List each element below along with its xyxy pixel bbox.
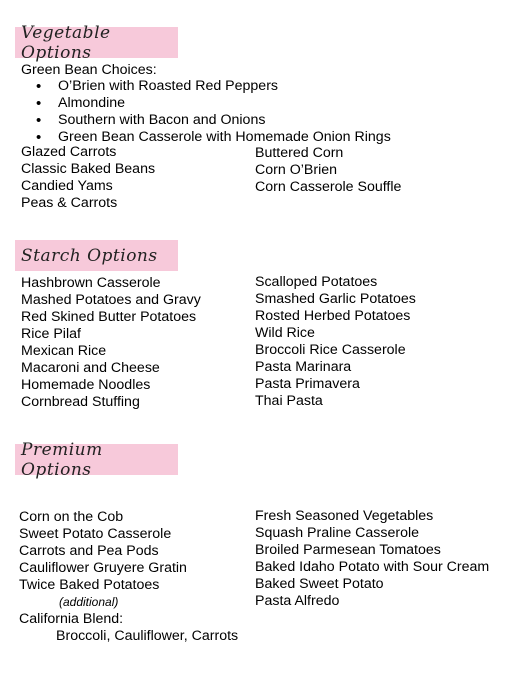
premium-options-title: Premium Options bbox=[21, 439, 103, 480]
list-item: • O’Brien with Roasted Red Peppers bbox=[36, 78, 391, 95]
list-item: Broiled Parmesean Tomatoes bbox=[255, 542, 441, 558]
premium-right-column bbox=[255, 508, 489, 610]
vegetable-options-banner bbox=[15, 22, 178, 63]
green-bean-heading: Green Bean Choices: bbox=[21, 62, 157, 78]
list-item: Pasta Alfredo bbox=[255, 593, 340, 609]
list-item: • Almondine bbox=[36, 95, 391, 112]
list-item: Carrots and Pea Pods bbox=[19, 543, 159, 559]
list-item: Hashbrown Casserole bbox=[21, 275, 161, 291]
list-item: • Southern with Bacon and Onions bbox=[36, 112, 391, 129]
list-item: • Green Bean Casserole with Homemade Onion Rings bbox=[36, 129, 391, 146]
list-item: Baked Idaho Potato with Sour Cream bbox=[255, 559, 490, 575]
list-item: Scalloped Potatoes bbox=[255, 274, 378, 290]
list-item: Sweet Potato Casserole bbox=[19, 526, 172, 542]
list-item: Peas & Carrots bbox=[21, 195, 118, 211]
starch-left-column bbox=[21, 275, 201, 411]
list-item: Red Skined Butter Potatoes bbox=[21, 309, 197, 325]
starch-right-column bbox=[255, 274, 416, 410]
vegetable-left-column bbox=[21, 144, 155, 212]
list-item: Buttered Corn bbox=[255, 145, 344, 161]
list-item: Corn Casserole Souffle bbox=[255, 179, 402, 195]
list-item: Rosted Herbed Potatoes bbox=[255, 308, 411, 324]
list-item: Corn O’Brien bbox=[255, 162, 338, 178]
list-item: Candied Yams bbox=[21, 178, 113, 194]
list-item: Baked Sweet Potato bbox=[255, 576, 384, 592]
list-item: Homemade Noodles bbox=[21, 377, 151, 393]
additional-note: (additional) bbox=[59, 595, 119, 609]
list-item: Squash Praline Casserole bbox=[255, 525, 420, 541]
premium-options-banner bbox=[15, 439, 178, 480]
list-item: Broccoli Rice Casserole bbox=[255, 342, 406, 358]
list-item: Mashed Potatoes and Gravy bbox=[21, 292, 201, 308]
list-item: Mexican Rice bbox=[21, 343, 107, 359]
vegetable-right-column bbox=[255, 145, 401, 196]
list-item: Pasta Primavera bbox=[255, 376, 360, 392]
list-item: Rice Pilaf bbox=[21, 326, 81, 342]
list-item: Cornbread Stuffing bbox=[21, 394, 140, 410]
list-item: Cauliflower Gruyere Gratin bbox=[19, 560, 187, 576]
california-blend-items: Broccoli, Cauliflower, Carrots bbox=[56, 628, 239, 644]
list-item: Fresh Seasoned Vegetables bbox=[255, 508, 434, 524]
list-item: Thai Pasta bbox=[255, 393, 323, 409]
list-item: Smashed Garlic Potatoes bbox=[255, 291, 416, 307]
vegetable-options-title: Vegetable Options bbox=[21, 22, 111, 63]
list-item: Corn on the Cob bbox=[19, 509, 124, 525]
list-item: Pasta Marinara bbox=[255, 359, 352, 375]
green-bean-list bbox=[36, 78, 391, 146]
list-item: Macaroni and Cheese bbox=[21, 360, 160, 376]
list-item: Classic Baked Beans bbox=[21, 161, 156, 177]
list-item: Wild Rice bbox=[255, 325, 315, 341]
premium-left-column bbox=[19, 509, 238, 645]
list-item: Twice Baked Potatoes bbox=[19, 577, 160, 593]
california-blend-label: California Blend: bbox=[19, 611, 124, 627]
list-item: Glazed Carrots bbox=[21, 144, 117, 160]
starch-options-banner bbox=[15, 240, 178, 271]
starch-options-title: Starch Options bbox=[21, 245, 158, 266]
